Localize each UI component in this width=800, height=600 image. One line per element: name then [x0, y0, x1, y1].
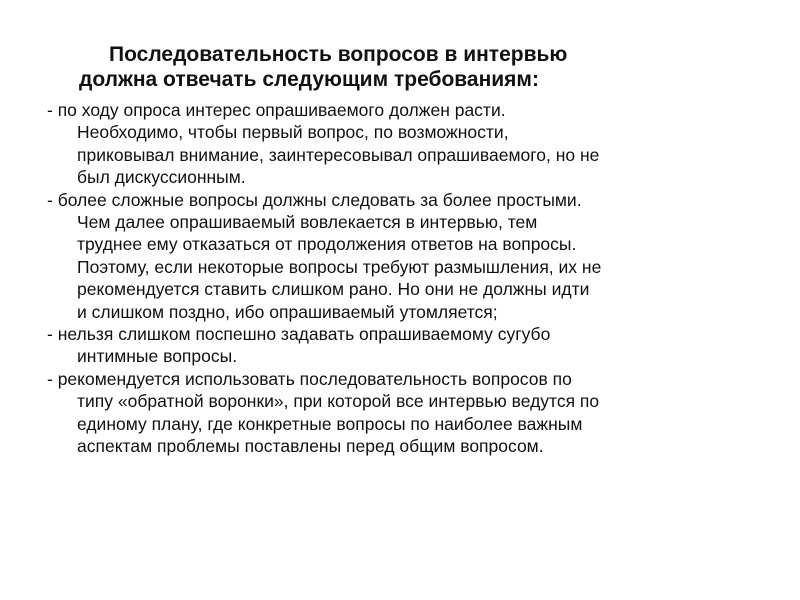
requirement-text-line: и слишком поздно, ибо опрашиваемый утомляется; [77, 301, 498, 322]
requirement-text-line: Чем далее опрашиваемый вовлекается в интервью, тем [77, 212, 538, 233]
requirement-item [47, 99, 787, 189]
requirement-text-line: - нельзя слишком поспешно задавать опрашиваемому сугубо [47, 324, 551, 345]
requirement-text-line: Необходимо, чтобы первый вопрос, по возможности, [77, 122, 509, 143]
slide-title [64, 42, 764, 92]
requirement-item [47, 323, 787, 368]
requirement-text-line: рекомендуется ставить слишком рано. Но они не должны идти [77, 279, 590, 300]
requirement-text-line: - по ходу опроса интерес опрашиваемого должен расти. [47, 100, 506, 120]
requirement-text-line: единому плану, где конкретные вопросы по наиболее важным [77, 413, 583, 434]
slide-title-line: должна отвечать следующим требованиям: [79, 68, 539, 91]
requirement-item [47, 189, 787, 323]
requirement-text-line: интимные вопросы. [77, 346, 238, 367]
requirement-text-line: труднее ему отказаться от продолжения ответов на вопросы. [77, 234, 577, 255]
requirement-text-line: Поэтому, если некоторые вопросы требуют размышления, их не [77, 256, 602, 277]
requirement-text-line: приковывал внимание, заинтересовывал опрашиваемого, но не [77, 144, 600, 165]
requirement-text-line: - более сложные вопросы должны следовать за более простыми. [47, 189, 582, 210]
requirement-item [47, 368, 787, 458]
requirement-text-line: типу «обратной воронки», при которой все интервью ведутся по [77, 391, 600, 412]
slide-title-line: Последовательность вопросов в интервью [109, 43, 568, 66]
requirement-text-line: аспектам проблемы поставлены перед общим вопросом. [77, 436, 544, 457]
requirement-text-line: был дискуссионным. [77, 167, 246, 188]
requirement-text-line: - рекомендуется использовать последовательность вопросов по [47, 368, 572, 389]
requirements-list [47, 99, 787, 458]
